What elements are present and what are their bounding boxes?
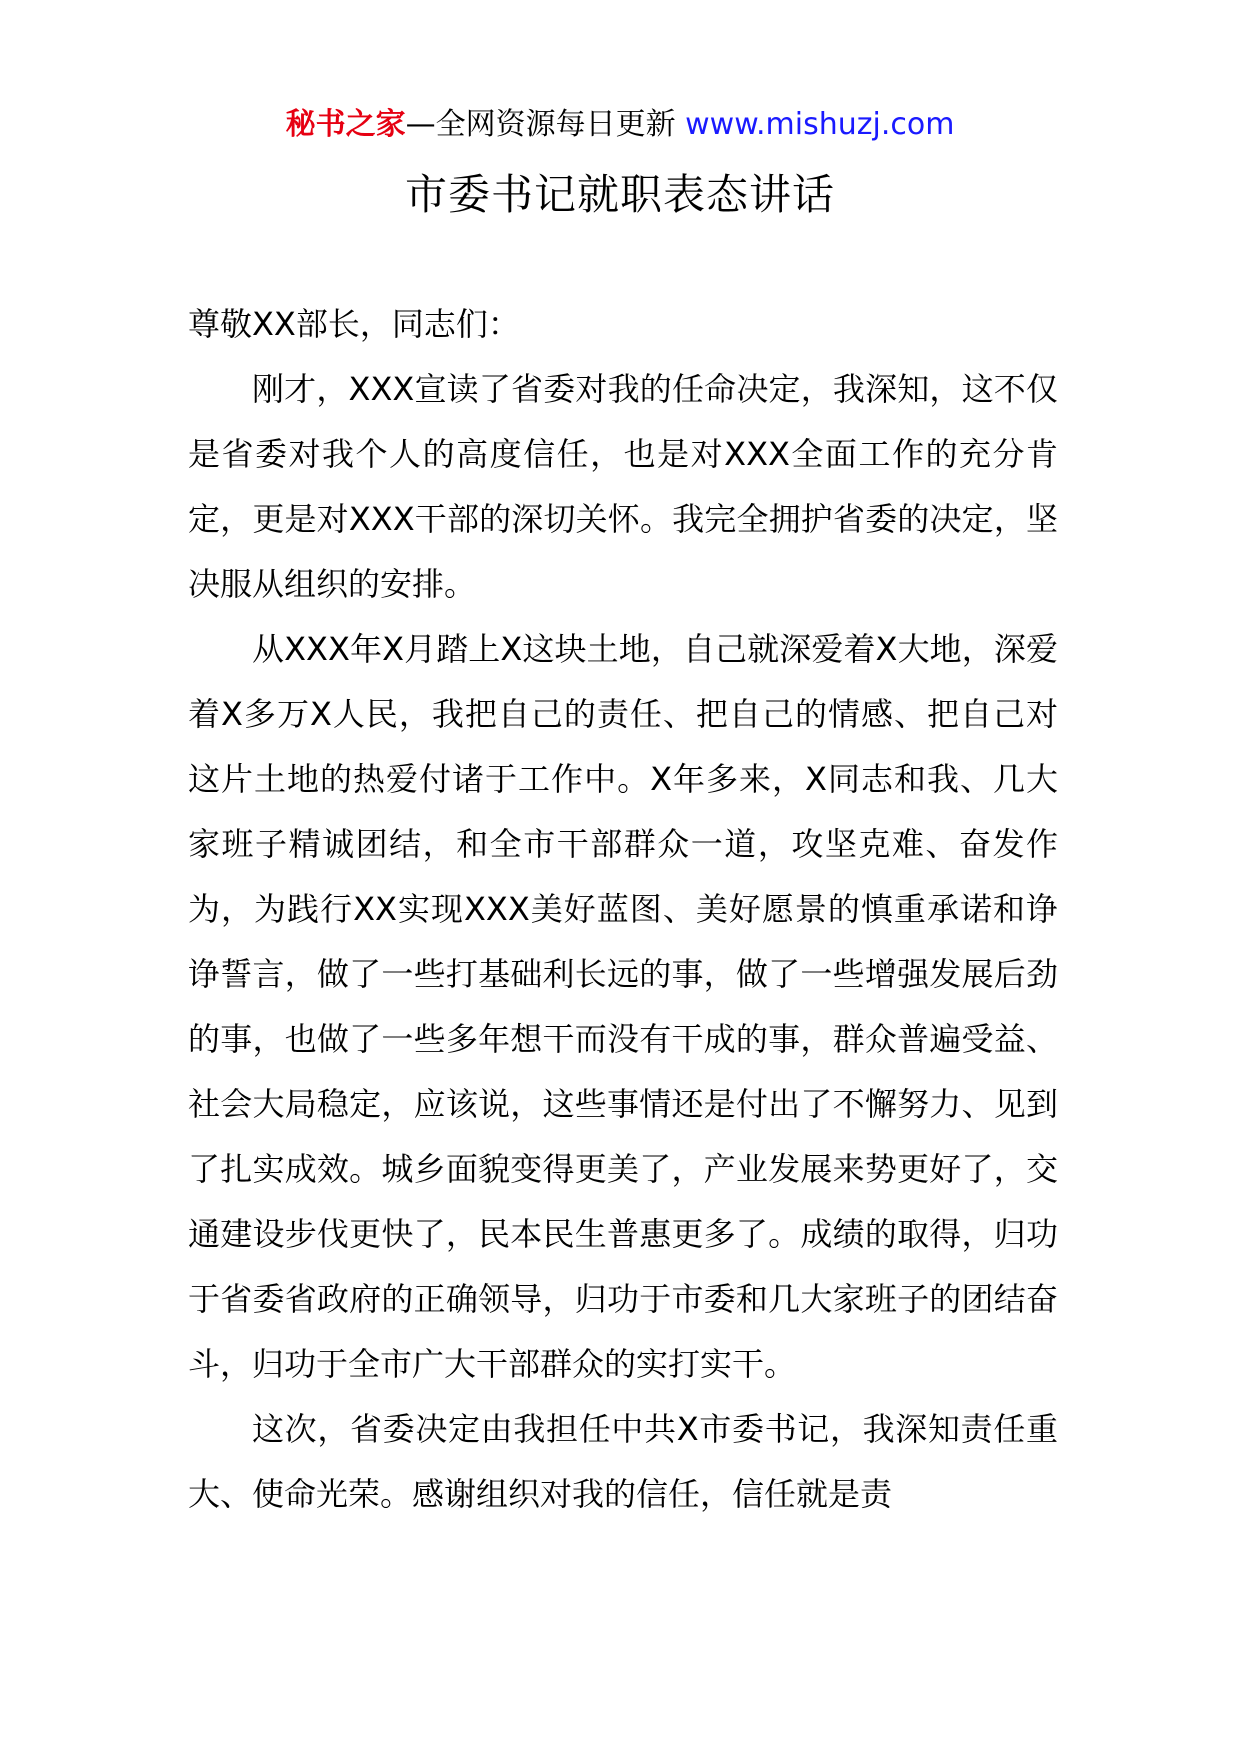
document-title: 市委书记就职表态讲话 [404,170,835,219]
site-url-link[interactable]: www.mishuzj.com [685,107,955,142]
body-paragraph-2: 从XXX年X月踏上X这块土地，自己就深爱着X大地，深爱着X多万X人民，我把自己的责任、把自己的情感、把自己对这片土地的热爱付诸于工作中。X年多来，X同志和我、几大家班子精诚团结，和全市干部群众一道，攻坚克难、奋发作为，为践行XX实现XXX美好蓝图、美好愿景的慎重承诺和诤诤誓言，做了一些打基础利长远的事，做了一些增强发展后劲的事，也做了一些多年想干而没有干成的事，群众普遍受益、社会大局稳定，应该说，这些事情还是付出了不懈努力、见到了扎实成效。城乡面貌变得更美了，产业发展来势更好了，交通建设步伐更快了，民本民生普惠更多了。成绩的取得，归功于省委省政府的正确领导，归功于市委和几大家班子的团结奋斗，归功于全市广大干部群众的实打实干。 [188,630,1058,1383]
document-body [188,292,1058,1527]
site-brand: 秘书之家 [285,107,406,142]
site-header [0,104,1240,146]
site-tagline: —全网资源每日更新 [405,107,686,142]
body-paragraph-1: 刚才，XXX宣读了省委对我的任命决定，我深知，这不仅是省委对我个人的高度信任，也是对XXX全面工作的充分肯定，更是对XXX干部的深切关怀。我完全拥护省委的决定，坚决服从组织的安排。 [188,370,1058,603]
salutation: 尊敬XX部长，同志们： [188,305,520,343]
body-paragraph-3: 这次，省委决定由我担任中共X市委书记，我深知责任重大、使命光荣。感谢组织对我的信任，信任就是责 [188,1410,1058,1513]
